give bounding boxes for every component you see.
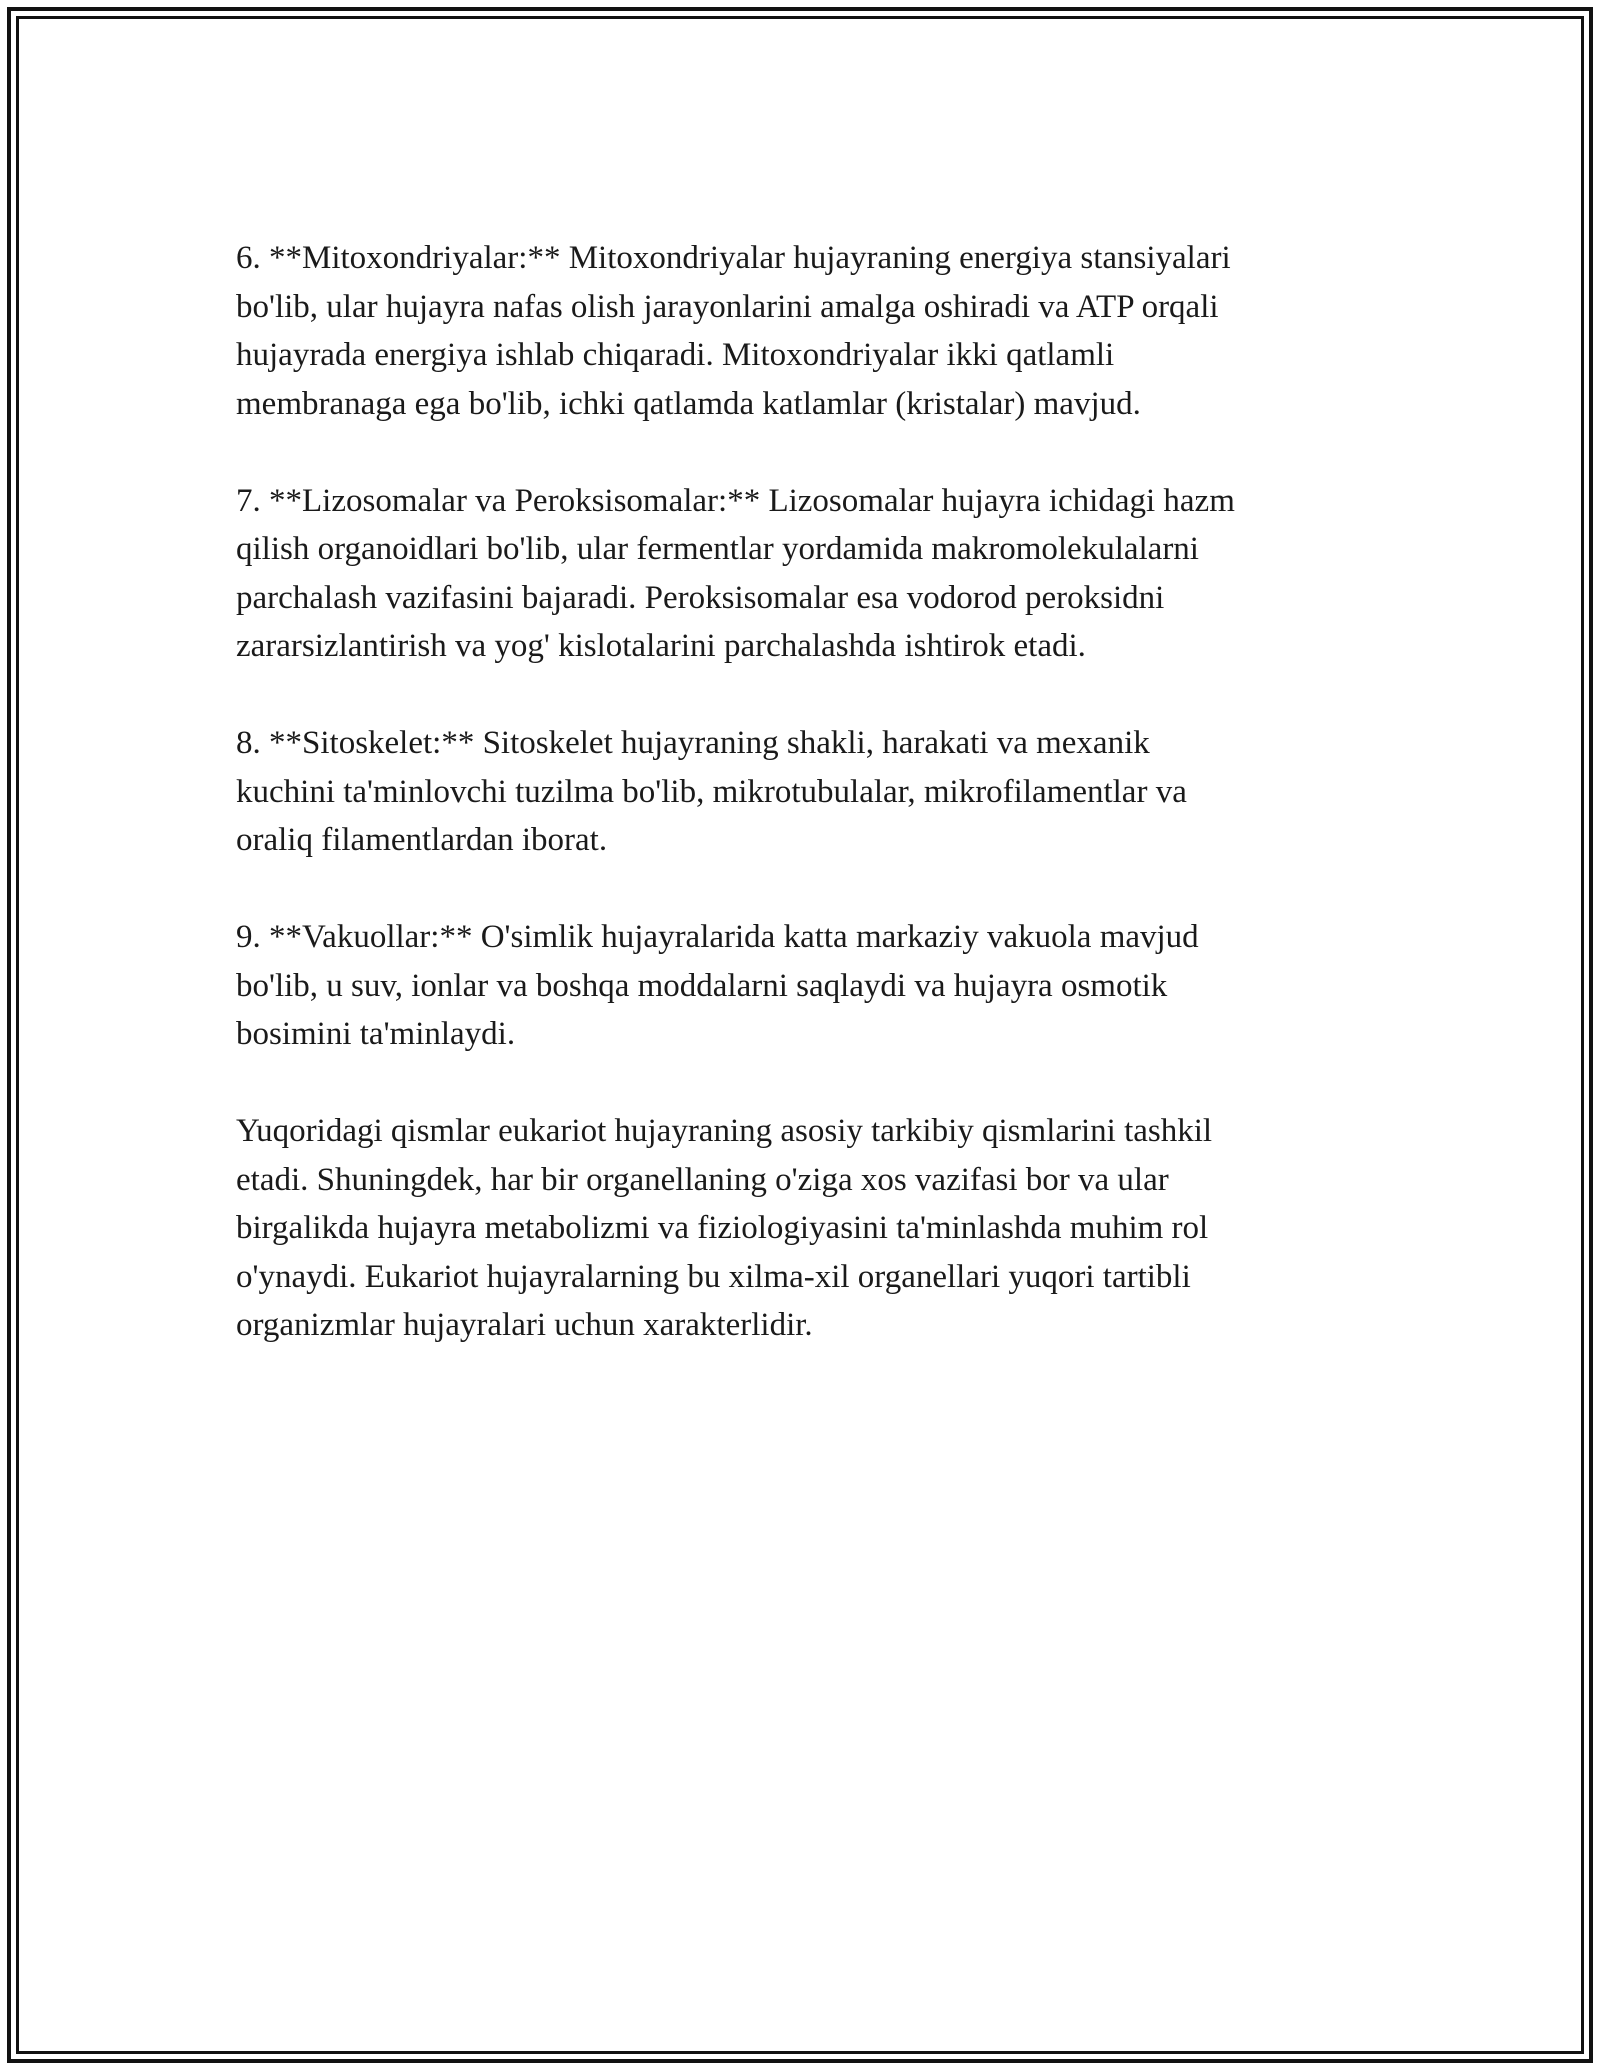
paragraph-vacuoles: 9. **Vakuollar:** O'simlik hujayralarida katta markaziy vakuola mavjud bo'lib, u suv, ionlar va boshqa moddalarni saqlaydi va hujayra osmotik bosimini ta'minlaydi.	[236, 919, 1199, 1052]
paragraph-mitochondria: 6. **Mitoxondriyalar:** Mitoxondriyalar hujayraning energiya stansiyalari bo'lib, ular hujayra nafas olish jarayonlarini amalga oshiradi va ATP orqali hujayrada energiya ishlab chiqaradi. Mitoxondriyalar ikki qatlamli membranaga ega bo'lib, ichki qatlamda katlamlar (kristalar) mavjud.	[236, 240, 1231, 422]
paragraph-cytoskeleton: 8. **Sitoskelet:** Sitoskelet hujayraning shakli, harakati va mexanik kuchini ta'minlovchi tuzilma bo'lib, mikrotubulalar, mikrofilamentlar va oraliq filamentlardan iborat.	[236, 725, 1187, 858]
paragraph-lysosomes-peroxisomes: 7. **Lizosomalar va Peroksisomalar:** Lizosomalar hujayra ichidagi hazm qilish organoidlari bo'lib, ular fermentlar yordamida makromolekulalarni parchalash vazifasini bajaradi. Peroksisomalar esa vodorod peroksidni zararsizlantirish va yog' kislotalarini parchalashda ishtirok etadi.	[236, 482, 1235, 664]
document-body	[236, 234, 1376, 1398]
paragraph-conclusion: Yuqoridagi qismlar eukariot hujayraning asosiy tarkibiy qismlarini tashkil etadi. Shuningdek, har bir organellaning o'ziga xos vazifasi bor va ular birgalikda hujayra metabolizmi va fiziologiyasini ta'minlashda muhim rol o'ynaydi. Eukariot hujayralarning bu xilma-xil organellari yuqori tartibli organizmlar hujayralari uchun xarakterlidir.	[236, 1113, 1213, 1343]
